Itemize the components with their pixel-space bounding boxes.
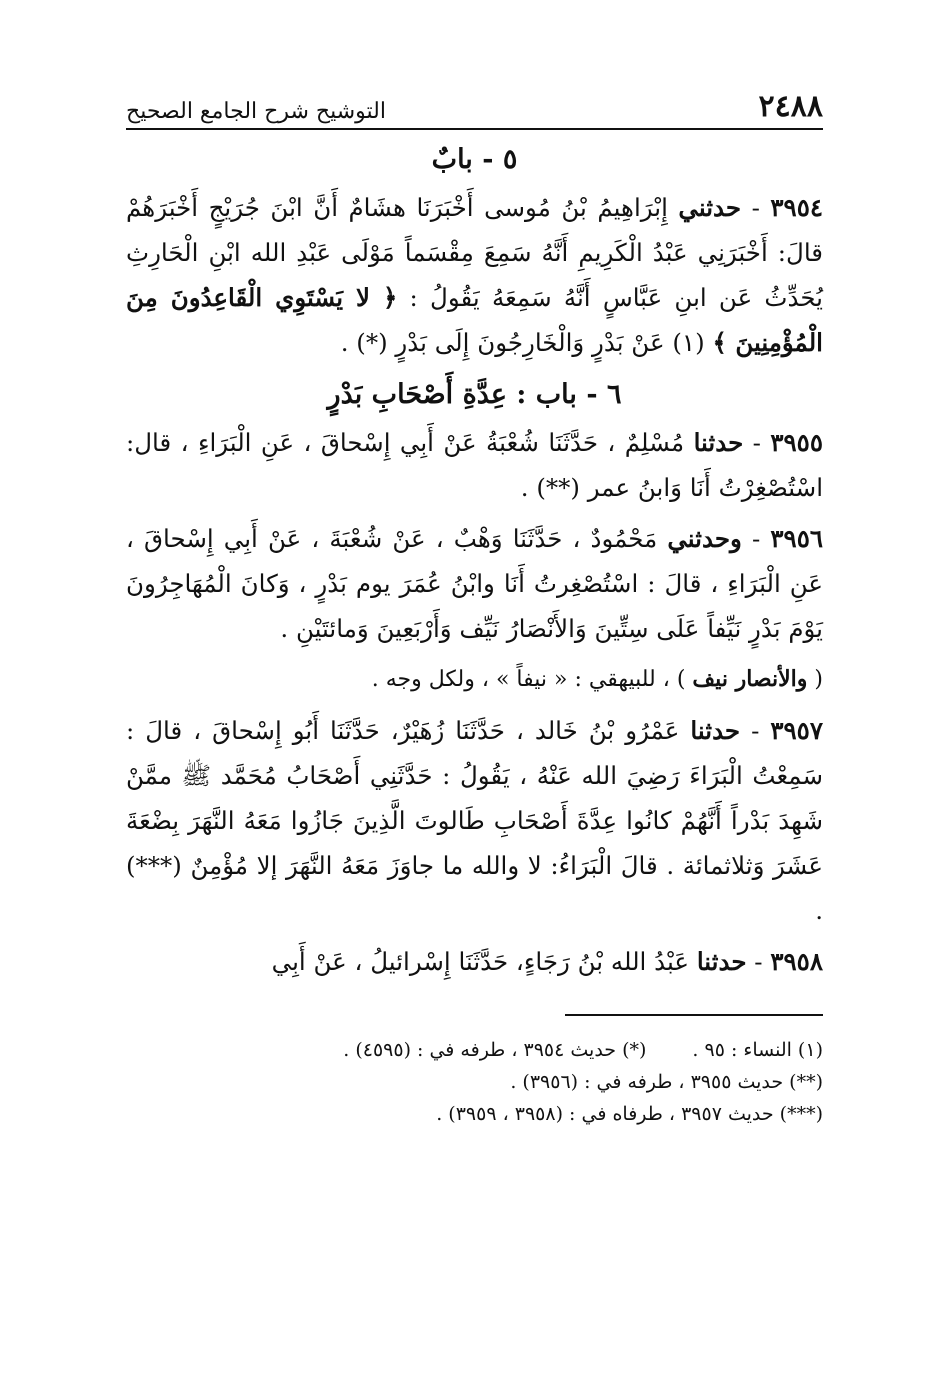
footnote-double-star: (**) حديث ٣٩٥٥ ، طرفه في : (٣٩٥٦) .: [510, 1071, 823, 1093]
hadith-number: ٣٩٥٧: [770, 716, 823, 745]
page-number: ٢٤٨٨: [758, 89, 823, 124]
narration-lead: حدثنا: [696, 947, 747, 976]
hadith-text: مُسْلِمٌ ، حَدَّثَنَا شُعْبَةُ عَنْ أَبِي إِسْحاقَ ، عَنِ الْبَرَاءِ ، قال: اسْتُصْغِرْتُ أَنَا وَابنُ عمر (**) .: [126, 428, 823, 502]
hadith-number: ٣٩٥٤: [770, 193, 824, 222]
hadith-3955: ٣٩٥٥ - حدثنا مُسْلِمٌ ، حَدَّثَنَا شُعْبَةُ عَنْ أَبِي إِسْحاقَ ، عَنِ الْبَرَاءِ ، قال: اسْتُصْغِرْتُ أَنَا وَابنُ عمر (**) .: [126, 428, 823, 502]
footnote-star: (*) حديث ٣٩٥٤ ، طرفه في : (٤٥٩٥) .: [343, 1039, 647, 1061]
header-rule: [126, 128, 823, 130]
book-title: التوشيح شرح الجامع الصحيح: [126, 99, 386, 124]
quran-quote: ﴿ لا يَسْتَوِي الْقَاعِدُونَ مِنَ الْمُؤْمِنِينَ ﴾: [126, 283, 823, 357]
footnote-triple-star: (***) حديث ٣٩٥٧ ، طرفاه في : (٣٩٥٨ ، ٣٩٥٩) .: [436, 1103, 823, 1125]
hadith-3956: ٣٩٥٦ - وحدثني مَحْمُودٌ ، حَدَّثَنَا وَهْبٌ ، عَنْ شُعْبَةَ ، عَنْ أَبِي إِسْحاقَ ، عَنِ الْبَرَاءِ ، قالَ : اسْتُصْغِرتُ أَنَا وابْنُ عُمَرَ يوم بَدْرٍ ، وَكانَ الْمُهَاجِرُونَ يَوْمَ بَدْرٍ نَيِّفاً عَلَى سِتِّينَ وَالأَنْصَارُ نَيِّف وَأَرْبَعِينَ وَمائتَيْنِ .: [126, 524, 824, 643]
hadith-number: ٣٩٥٥: [770, 428, 823, 457]
footnote-rule: [565, 1014, 823, 1016]
hadith-text-tail: (١) عَنْ بَدْرٍ وَالْخَارِجُونَ إِلَى بَدْرٍ (*) .: [340, 328, 713, 357]
chapter-heading-6: ٦ - باب : عِدَّةِ أَصْحَابِ بَدْرٍ: [327, 379, 622, 410]
footnote-1: (١) النساء : ٩٥ .: [692, 1039, 823, 1061]
commentary-quoted: والأنصار نيف: [692, 666, 808, 692]
commentary-note: ( والأنصار نيف ) ، للبيهقي : « نيفاً » ، ولكل وجه .: [371, 666, 823, 692]
chapter-heading-5: ٥ - بابٌ: [431, 144, 518, 175]
hadith-text: عَبْدُ الله بْنُ رَجَاءٍ، حَدَّثَنَا إِسْرائيلُ ، عَنْ أَبِي: [271, 947, 697, 976]
footnote-line-1: [126, 1034, 823, 1066]
hadith-text: عَمْرُو بْنُ خَالد ، حَدَّثَنَا زُهَيْرٌ، حَدَّثَنَا أَبُو إِسْحاقَ ، قالَ : سَمِعْتُ الْبَرَاءَ رَضِيَ الله عَنْهُ ، يَقُولُ : حَدَّثَنِي أَصْحَابُ مُحَمَّد ﷺ ممَّنْ شَهِدَ بَدْراً أَنَّهُمْ كانُوا عِدَّةَ أَصْحَابِ طَالوتَ الَّذِينَ جَازُوا مَعَهُ النَّهَرَ بِضْعَةَ عَشَرَ وَثلاثمائة . قالَ الْبَرَاءُ: لا والله ما جاوَزَ مَعَهُ النَّهَرَ إلا مُؤْمِنٌ (***) .: [126, 716, 823, 925]
hadith-3954: ٣٩٥٤ - حدثني إِبْرَاهِيمُ بْنُ مُوسى أَخْبَرَنَا هشَامٌ أَنَّ ابْنَ جُرَيْجٍ أَخْبَرَهُمْ قالَ: أَخْبَرَنِي عَبْدُ الْكَرِيمِ أَنَّهُ سَمِعَ مِقْسَماً مَوْلَى عَبْدِ الله ابْنِ الْحَارِثِ يُحَدِّثُ عَن ابنِ عَبَّاسٍ أَنَّهُ سَمِعَهُ يَقُولُ : ﴿ لا يَسْتَوِي الْقَاعِدُونَ مِنَ الْمُؤْمِنِينَ ﴾ (١) عَنْ بَدْرٍ وَالْخَارِجُونَ إِلَى بَدْرٍ (*) .: [126, 193, 824, 357]
narration-lead: حدثنا: [693, 428, 744, 457]
running-header: [126, 84, 823, 124]
narration-lead: وحدثني: [667, 524, 742, 553]
hadith-3957: ٣٩٥٧ - حدثنا عَمْرُو بْنُ خَالد ، حَدَّثَنَا زُهَيْرٌ، حَدَّثَنَا أَبُو إِسْحاقَ ، قالَ : سَمِعْتُ الْبَرَاءَ رَضِيَ الله عَنْهُ ، يَقُولُ : حَدَّثَنِي أَصْحَابُ مُحَمَّد ﷺ ممَّنْ شَهِدَ بَدْراً أَنَّهُمْ كانُوا عِدَّةَ أَصْحَابِ طَالوتَ الَّذِينَ جَازُوا مَعَهُ النَّهَرَ بِضْعَةَ عَشَرَ وَثلاثمائة . قالَ الْبَرَاءُ: لا والله ما جاوَزَ مَعَهُ النَّهَرَ إلا مُؤْمِنٌ (***) .: [126, 716, 823, 925]
hadith-text: مَحْمُودٌ ، حَدَّثَنَا وَهْبٌ ، عَنْ شُعْبَةَ ، عَنْ أَبِي إِسْحاقَ ، عَنِ الْبَرَاءِ ، قالَ : اسْتُصْغِرتُ أَنَا وابْنُ عُمَرَ يوم بَدْرٍ ، وَكانَ الْمُهَاجِرُونَ يَوْمَ بَدْرٍ نَيِّفاً عَلَى سِتِّينَ وَالأَنْصَارُ نَيِّف وَأَرْبَعِينَ وَمائتَيْنِ .: [126, 524, 823, 643]
narration-lead: حدثنا: [690, 716, 741, 745]
hadith-number: ٣٩٥٨: [770, 947, 823, 976]
hadith-number: ٣٩٥٦: [770, 524, 824, 553]
hadith-3958: ٣٩٥٨ - حدثنا عَبْدُ الله بْنُ رَجَاءٍ، حَدَّثَنَا إِسْرائيلُ ، عَنْ أَبِي: [271, 947, 823, 976]
hadith-text: إِبْرَاهِيمُ بْنُ مُوسى أَخْبَرَنَا هشَامٌ أَنَّ ابْنَ جُرَيْجٍ أَخْبَرَهُمْ قالَ: أَخْبَرَنِي عَبْدُ الْكَرِيمِ أَنَّهُ سَمِعَ مِقْسَماً مَوْلَى عَبْدِ الله ابْنِ الْحَارِثِ يُحَدِّثُ عَن ابنِ عَبَّاسٍ أَنَّهُ سَمِعَهُ يَقُولُ :: [126, 193, 823, 312]
narration-lead: حدثني: [678, 193, 742, 222]
